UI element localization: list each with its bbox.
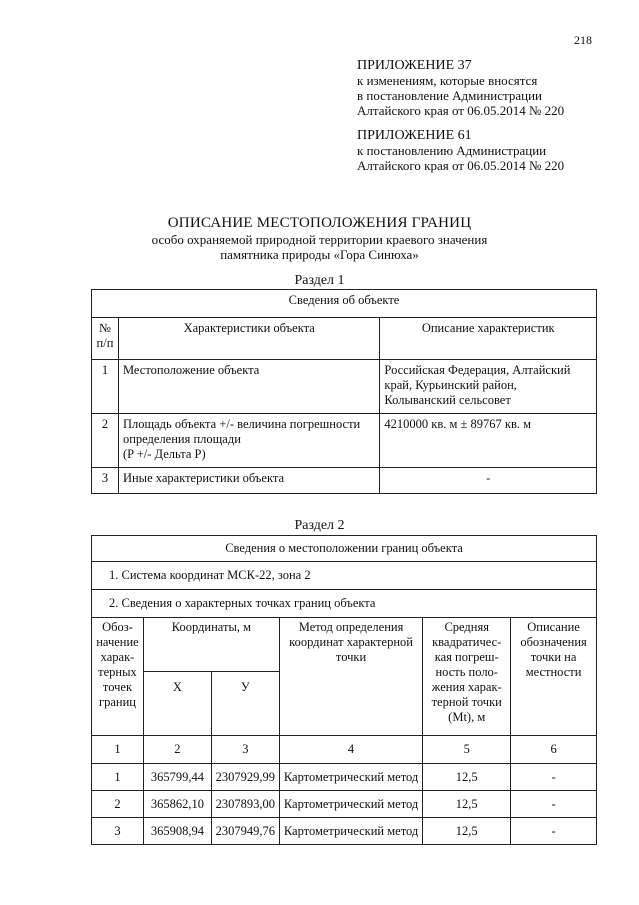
- column-header-point-description: Описание обозначения точки на местности: [511, 618, 597, 736]
- document-title-sub: памятника природы «Гора Синюха»: [220, 247, 419, 262]
- row-description: 4210000 кв. м ± 89767 кв. м: [380, 414, 597, 468]
- point-x: 365862,10: [143, 791, 211, 818]
- appendix-37-block: [357, 58, 564, 118]
- boundary-info-header: Сведения о местоположении границ объекта: [92, 536, 597, 562]
- row-description: Российская Федерация, Алтайский край, Курьинский район, Колыванский сельсовет: [380, 360, 597, 414]
- table-row: [92, 468, 597, 494]
- column-header-method: Метод определения координат характерной точки: [279, 618, 422, 736]
- row-characteristic: Местоположение объекта: [118, 360, 379, 414]
- table-row: [92, 414, 597, 468]
- row-characteristic: Площадь объекта +/- величина погрешности определения площади (P +/- Дельта P): [118, 414, 379, 468]
- column-numbers-row: [92, 736, 597, 764]
- column-number: 4: [279, 736, 422, 764]
- point-method: Картометрический метод: [279, 818, 422, 845]
- section-1-title: Раздел 1: [294, 273, 345, 288]
- appendix-37-heading: ПРИЛОЖЕНИЕ 37: [357, 58, 472, 73]
- column-header-description: Описание характеристик: [380, 318, 597, 360]
- document-title-main: ОПИСАНИЕ МЕСТОПОЛОЖЕНИЯ ГРАНИЦ: [167, 215, 472, 231]
- point-y: 2307949,76: [211, 818, 279, 845]
- point-x: 365908,94: [143, 818, 211, 845]
- point-id: 1: [92, 764, 144, 791]
- table-row: [92, 764, 597, 791]
- column-number: 1: [92, 736, 144, 764]
- column-header-number: № п/п: [92, 318, 119, 360]
- column-header-designation: Обоз- начение харак- терных точек границ: [92, 618, 144, 736]
- row-description: -: [380, 468, 597, 494]
- points-info-header: 2. Сведения о характерных точках границ объекта: [92, 590, 597, 618]
- appendix-61-line: Алтайского края от 06.05.2014 № 220: [357, 158, 565, 173]
- point-error: 12,5: [423, 818, 511, 845]
- row-number: 1: [92, 360, 119, 414]
- column-header-characteristics: Характеристики объекта: [118, 318, 379, 360]
- row-number: 2: [92, 414, 119, 468]
- object-info-table: [91, 289, 597, 494]
- point-error: 12,5: [423, 764, 511, 791]
- point-method: Картометрический метод: [279, 791, 422, 818]
- column-number: 6: [511, 736, 597, 764]
- document-title: [0, 215, 639, 262]
- appendix-37-line: Алтайского края от 06.05.2014 № 220: [357, 103, 565, 118]
- column-header-coordinates: Координаты, м: [143, 618, 279, 672]
- section-2-title: Раздел 2: [294, 518, 345, 533]
- appendix-37-line: в постановление Администрации: [357, 88, 543, 103]
- column-header-x: X: [143, 672, 211, 736]
- point-method: Картометрический метод: [279, 764, 422, 791]
- table-row: [92, 791, 597, 818]
- table-row: [92, 360, 597, 414]
- appendix-37-line: к изменениям, которые вносятся: [357, 73, 538, 88]
- coordinate-system: 1. Система координат МСК-22, зона 2: [92, 562, 597, 590]
- appendix-61-heading: ПРИЛОЖЕНИЕ 61: [357, 128, 472, 143]
- point-description: -: [511, 764, 597, 791]
- document-title-sub: особо охраняемой природной территории краевого значения: [151, 232, 488, 247]
- point-description: -: [511, 791, 597, 818]
- point-x: 365799,44: [143, 764, 211, 791]
- point-id: 2: [92, 791, 144, 818]
- column-header-error: Средняя квадратичес- кая погреш- ность поло- жения харак- терной точки (Mt), м: [423, 618, 511, 736]
- point-y: 2307893,00: [211, 791, 279, 818]
- page-number: 218: [574, 33, 592, 47]
- column-number: 3: [211, 736, 279, 764]
- appendix-61-block: [357, 128, 564, 173]
- table-row: [92, 818, 597, 845]
- appendix-61-line: к постановлению Администрации: [357, 143, 547, 158]
- column-header-y: У: [211, 672, 279, 736]
- row-characteristic: Иные характеристики объекта: [118, 468, 379, 494]
- point-id: 3: [92, 818, 144, 845]
- row-number: 3: [92, 468, 119, 494]
- object-info-header: Сведения об объекте: [92, 290, 597, 318]
- column-number: 5: [423, 736, 511, 764]
- boundary-points-table: [91, 535, 597, 845]
- point-y: 2307929,99: [211, 764, 279, 791]
- column-number: 2: [143, 736, 211, 764]
- point-error: 12,5: [423, 791, 511, 818]
- point-description: -: [511, 818, 597, 845]
